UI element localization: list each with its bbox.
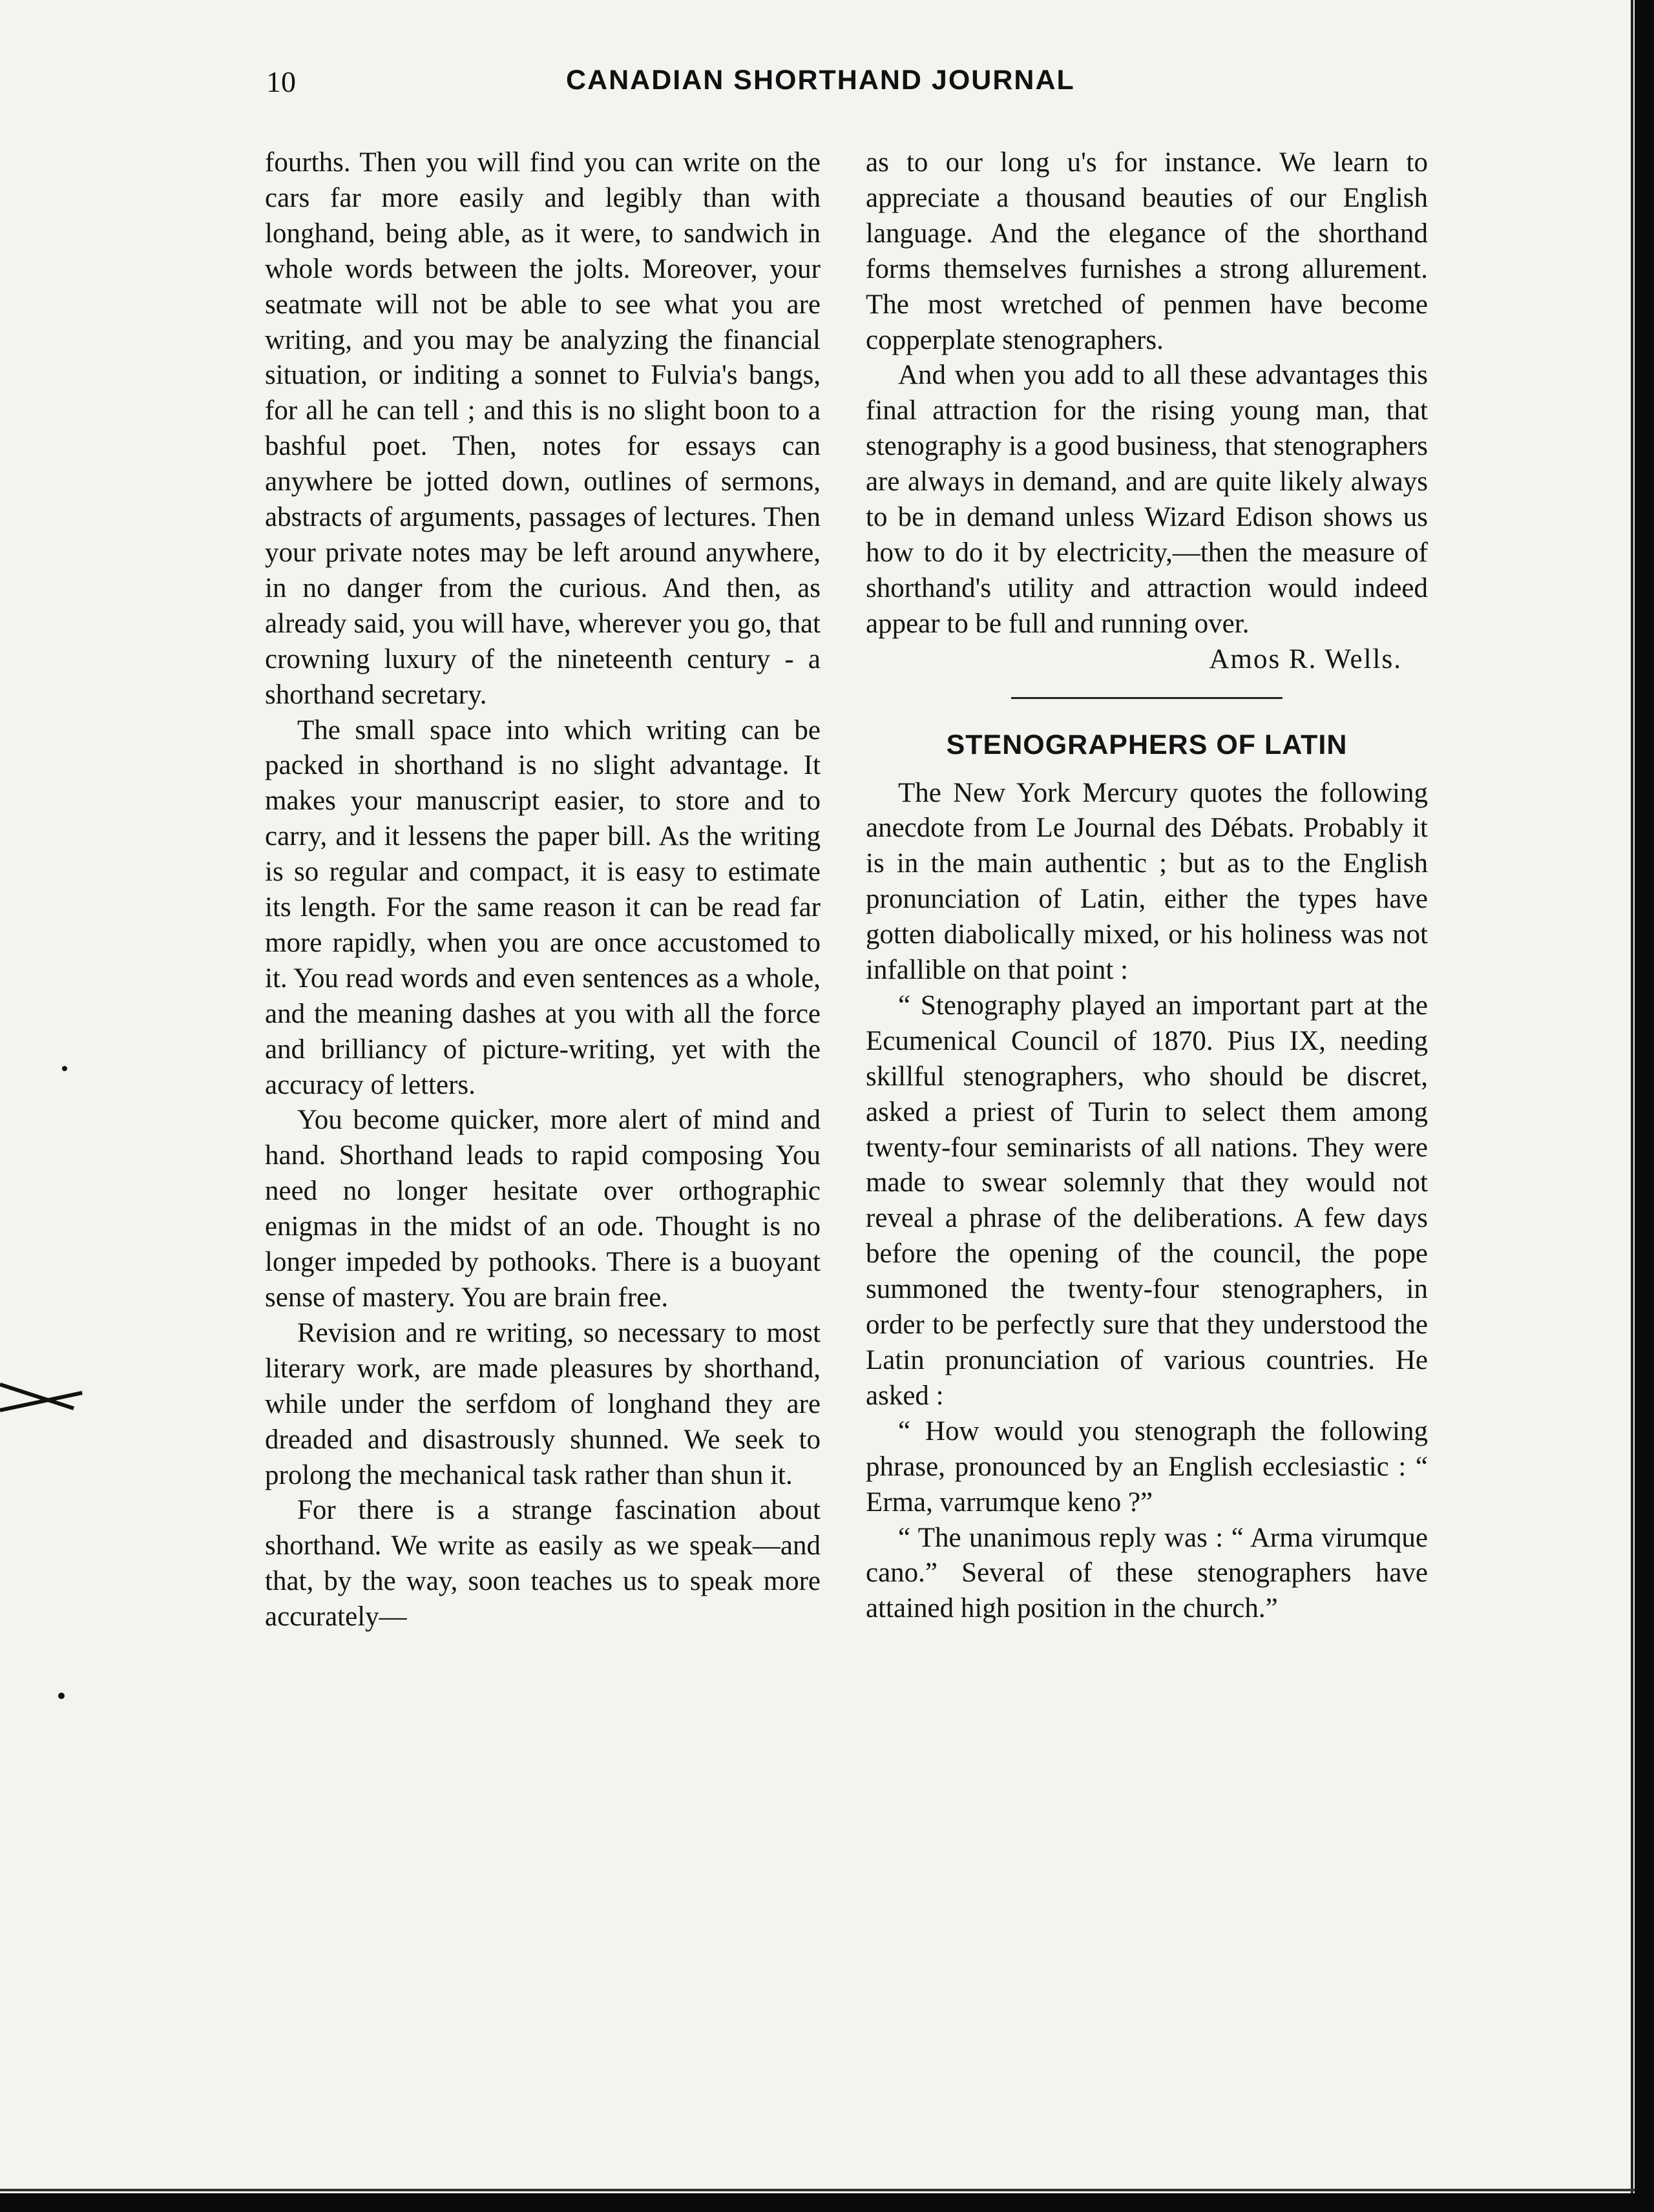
- scan-border-right: [1635, 0, 1654, 2212]
- paragraph: “ The unanimous reply was : “ Arma virumque cano.” Several of these stenographers have attained high position in the church.”: [866, 1522, 1428, 1624]
- paragraph: fourths. Then you will find you can write on the cars far more easily and legibly than with longhand, being able, as it were, to sandwich in whole words between the jolts. Moreover, your seatmate will not be able to see what you are writing, and you may be analyzing the financial situation, or inditing a sonnet to Fulvia's bangs, for all he can tell ; and this is no slight boon to a bashful poet. Then, notes for essays can anywhere be jotted down, outlines of sermons, abstracts of arguments, passages of lectures. Then your private notes may be left around anywhere, in no danger from the curious. And then, as already said, you will have, wherever you go, that crowning luxury of the nineteenth century - a shorthand secretary.: [265, 147, 821, 710]
- journal-title: CANADIAN SHORTHAND JOURNAL: [566, 65, 1075, 96]
- paragraph: “ How would you stenograph the following phrase, pronounced by an English ecclesiastic : “ Erma, varrumque keno ?”: [866, 1415, 1428, 1518]
- paragraph: You become quicker, more alert of mind and hand. Shorthand leads to rapid composing You need no longer hesitate over orthographic enigmas in the midst of an ode. Thought is no longer impeded by pothooks. There is a buoyant sense of mastery. You are brain free.: [265, 1105, 821, 1313]
- section-divider: [1011, 697, 1282, 699]
- right-column: [866, 145, 1428, 1627]
- section-heading: STENOGRAPHERS OF LATIN: [946, 729, 1348, 760]
- paragraph: And when you add to all these advantages this final attraction for the rising young man, that stenography is a good business, that stenographers are always in demand, and are quite likely always to be in demand unless Wizard Edison shows us how to do it by electricity,—then the measure of shorthand's utility and attraction would indeed appear to be full and running over.: [866, 360, 1428, 639]
- left-column: [265, 145, 821, 1635]
- author-signature: Amos R. Wells.: [1209, 643, 1402, 674]
- scan-border-bottom: [0, 2193, 1654, 2212]
- page-edge-line: [1631, 0, 1633, 2193]
- paragraph: as to our long u's for instance. We learn to appreciate a thousand beauties of our English language. And the elegance of the shorthand forms themselves furnishes a strong allurement. The most wretched of penmen have become copperplate stenographers.: [866, 147, 1428, 355]
- page-number: 10: [266, 65, 296, 98]
- paragraph: For there is a strange fascination about shorthand. We write as easily as we speak—and that, by the way, soon teaches us to speak more accurately—: [265, 1495, 821, 1633]
- paragraph: The small space into which writing can be packed in shorthand is no slight advantage. It makes your manuscript easier, to store and to carry, and it lessens the paper bill. As the writing is so regular and compact, it is easy to estimate its length. For the same reason it can be read far more rapidly, when you are once accustomed to it. You read words and even sentences as a whole, and the meaning dashes at you with all the force and brilliancy of picture-writing, yet with the accuracy of letters.: [265, 715, 821, 1100]
- paragraph: Revision and re writing, so necessary to most literary work, are made pleasures by shorthand, while under the serfdom of longhand they are dreaded and disastrously shunned. We seek to prolong the mechanical task rather than shun it.: [265, 1317, 821, 1490]
- paragraph: The New York Mercury quotes the following anecdote from Le Journal des Débats. Probably it is in the main authentic ; but as to the English pronunciation of Latin, either the types have gotten diabolically mixed, or his holiness was not infallible on that point :: [866, 777, 1428, 986]
- page-edge-line: [0, 2189, 1635, 2191]
- paragraph: “ Stenography played an important part at the Ecumenical Council of 1870. Pius IX, needing skillful stenographers, who should be discret, asked a priest of Turin to select them among twenty-four seminarists of all nations. They were made to swear solemnly that they would not reveal a phrase of the deliberations. A few days before the opening of the council, the pope summoned the twenty-four stenographers, in order to be perfectly sure that they understood the Latin pronunciation of various countries. He asked :: [866, 990, 1428, 1411]
- scan-mark: [62, 1066, 67, 1071]
- scan-mark: [58, 1693, 65, 1699]
